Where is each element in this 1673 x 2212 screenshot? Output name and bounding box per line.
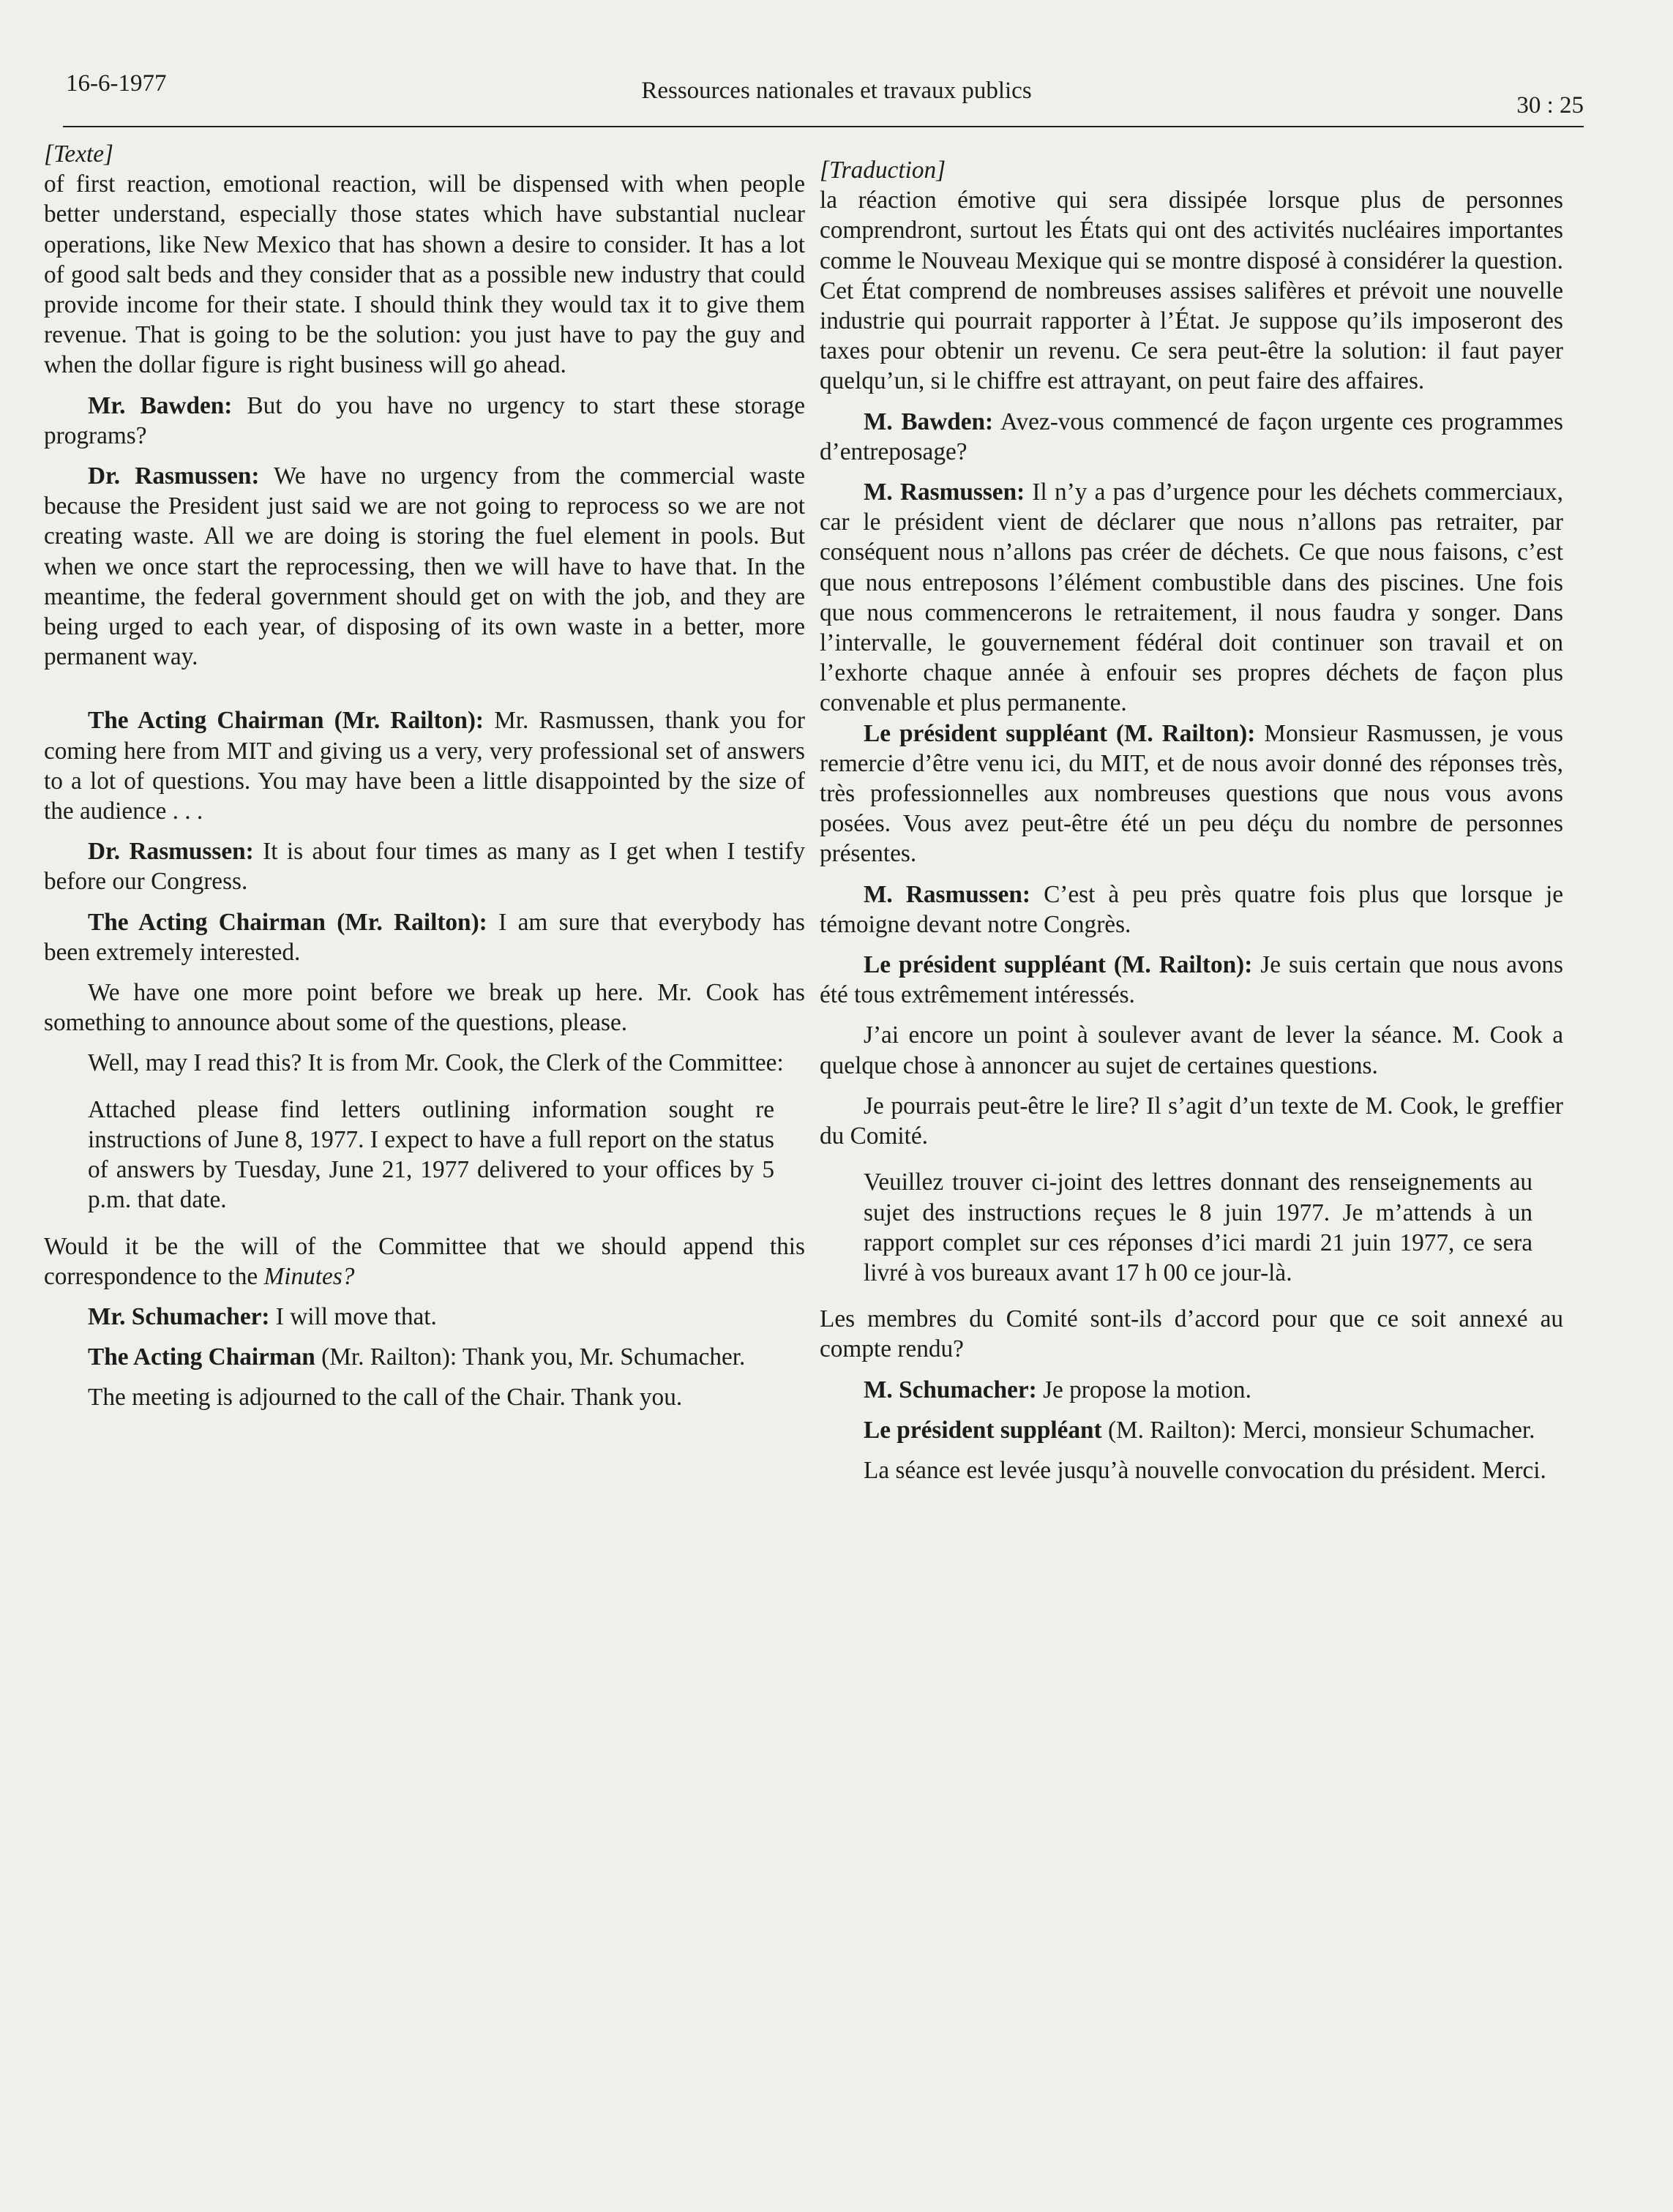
speech: Merci, monsieur Schumacher. bbox=[1236, 1416, 1535, 1444]
paragraph bbox=[44, 907, 805, 967]
paragraph: la réaction émotive qui sera dissipée lorsque plus de personnes comprendront, surtout les États qui ont des activités nucléaires importantes comme le Nouveau Mexique qui se montre disposé à considérer la question. Cet État comprend de nombreuses assises salifères et prévoit une nouvelle industrie qui pourrait rapporter à l’État. Je suppose qu’ils imposeront des taxes pour obtenir un revenu. Ce sera peut-être la solution: il faut payer quelqu’un, si le chiffre est attrayant, on peut faire des affaires. bbox=[820, 187, 1563, 395]
speaker: The Acting Chairman (Mr. Railton): bbox=[88, 707, 484, 735]
paragraph bbox=[820, 950, 1563, 1010]
speaker: Le président suppléant bbox=[864, 1416, 1102, 1444]
paragraph bbox=[820, 407, 1563, 467]
speech: Avez-vous commencé de façon urgente ces programmes d’entreposage? bbox=[820, 408, 1563, 465]
text-tag: [Texte] bbox=[44, 140, 113, 168]
speech: Mr. Rasmussen, thank you for coming here from MIT and giving us a very, very professional set of answers to a lot of questions. You may have been a little disappointed by the size of the audience . . . bbox=[44, 707, 805, 825]
speaker: M. Schumacher: bbox=[864, 1376, 1037, 1403]
paragraph: La séance est levée jusqu’à nouvelle convocation du président. Merci. bbox=[864, 1456, 1546, 1484]
paragraph bbox=[44, 391, 805, 451]
speech: It is about four times as many as I get when I testify before our Congress. bbox=[44, 838, 806, 896]
speech: Je propose la motion. bbox=[1036, 1376, 1251, 1403]
paragraph bbox=[820, 1415, 1563, 1445]
paragraph: Je pourrais peut-être le lire? Il s’agit d’un texte de M. Cook, le greffier du Comité. bbox=[820, 1092, 1563, 1150]
quoted-letter bbox=[44, 1095, 805, 1215]
speech: But do you have no urgency to start these storage programs? bbox=[44, 391, 805, 449]
speech: Il n’y a pas d’urgence pour les déchets commerciaux, car le président vient de déclarer que nous n’allons pas retraiter, par conséquent nous n’allons pas créer de déchets. Ce que nous faisons, c’est que nous entreposons l’élément combustible dans des piscines. Une fois que nous commencerons le retraitement, il nous faudra y songer. Dans l’intervalle, le gouvernement fédéral doit continuer son travail et on l’exhorte chaque année à enfouir ses propres déchets de façon plus convenable et plus permanente. bbox=[820, 479, 1563, 717]
paragraph: The meeting is adjourned to the call of the Chair. Thank you. bbox=[88, 1384, 683, 1411]
speech: Thank you, Mr. Schumacher. bbox=[457, 1343, 746, 1371]
speaker: M. Rasmussen: bbox=[864, 880, 1031, 908]
speaker: M. Rasmussen: bbox=[864, 479, 1025, 506]
speech: We have no urgency from the commercial waste because the President just said we are not going to reprocess so we are not creating waste. All we are doing is storing the fuel element in pools. But when we once start the reprocessing, then we will have to have that. In the meantime, the federal government should get on with the job, and they are being urged to each year, of disposing of its own waste in a better, more permanent way. bbox=[44, 462, 806, 671]
paragraph bbox=[44, 705, 805, 826]
speech: Je suis certain que nous avons été tous extrêmement intéressés. bbox=[820, 951, 1563, 1009]
text-tag-label: Texte bbox=[53, 140, 105, 168]
paragraph bbox=[44, 1231, 805, 1291]
paragraph: Les membres du Comité sont-ils d’accord pour que ce soit annexé au compte rendu? bbox=[820, 1305, 1563, 1363]
speaker: M. Bawden: bbox=[864, 408, 994, 435]
quote-text: Attached please find letters outlining information sought re instructions of June 8, 1977. I expect to have a full report on the status of answers by Tuesday, June 21, 1977 delivered to your offices by 5 p.m. that date. bbox=[88, 1095, 774, 1214]
speaker: The Acting Chairman bbox=[88, 1343, 315, 1371]
header-title: Ressources nationales et travaux publics bbox=[641, 78, 1032, 104]
paragraph: of first reaction, emotional reaction, will be dispensed with when people better understand, especially those states which have substantial nuclear operations, like New Mexico that has shown a desire to consider. It has a lot of good salt beds and they consider that as a possible new industry that could provide income for their state. I should think they would tax it to give them revenue. That is going to be the solution: you just have to pay the guy and when the dollar figure is right business will go ahead. bbox=[44, 170, 805, 379]
speaker: Mr. Schumacher: bbox=[88, 1302, 270, 1330]
paragraph: We have one more point before we break up here. Mr. Cook has something to announce about some of the questions, please. bbox=[44, 979, 805, 1037]
quoted-letter bbox=[820, 1167, 1563, 1288]
paragraph bbox=[44, 1342, 805, 1372]
quote-text: Veuillez trouver ci-joint des lettres donnant des renseignements au sujet des instructions reçues le 8 juin 1977. Je m’attends à un rapport complet sur ces réponses d’ici mardi 21 juin 1977, ce sera livré à vos bureaux avant 17 h 00 ce jour-là. bbox=[864, 1169, 1532, 1286]
paragraph bbox=[820, 477, 1563, 719]
speaker-paren: (Mr. Railton): bbox=[315, 1343, 457, 1371]
speaker: Le président suppléant (M. Railton): bbox=[864, 951, 1253, 979]
speech: C’est à peu près quatre fois plus que lorsque je témoigne devant notre Congrès. bbox=[820, 880, 1563, 938]
paragraph bbox=[44, 1302, 805, 1332]
paragraph: J’ai encore un point à soulever avant de lever la séance. M. Cook a quelque chose à annoncer au sujet de certaines questions. bbox=[820, 1021, 1563, 1079]
paragraph bbox=[820, 719, 1563, 869]
translation-tag: [Traduction] bbox=[820, 157, 946, 184]
paragraph bbox=[44, 461, 805, 672]
page-number: 30 : 25 bbox=[1516, 92, 1584, 119]
speech: Monsieur Rasmussen, je vous remercie d’être venu ici, du MIT, et de nous avoir donné des réponses très, très professionnelles aux nombreuses questions que nous vous avons posées. Vous avez peut-être été un peu déçu du nombre de personnes présentes. bbox=[820, 719, 1563, 868]
speech: I will move that. bbox=[269, 1302, 437, 1330]
paragraph bbox=[820, 1375, 1563, 1405]
speaker: Dr. Rasmussen: bbox=[88, 462, 260, 490]
french-column bbox=[820, 155, 1563, 1485]
speaker-paren: (M. Railton): bbox=[1101, 1416, 1237, 1444]
paragraph: Well, may I read this? It is from Mr. Cook, the Clerk of the Committee: bbox=[88, 1049, 784, 1077]
speech: I am sure that everybody has been extremely interested. bbox=[44, 908, 805, 966]
english-column bbox=[44, 139, 805, 1413]
speech: Would it be the will of the Committee that we should append this correspondence to the bbox=[44, 1232, 805, 1290]
paragraph bbox=[820, 880, 1563, 940]
speaker: The Acting Chairman (Mr. Railton): bbox=[88, 908, 487, 936]
header-rule bbox=[63, 126, 1584, 127]
speaker: Dr. Rasmussen: bbox=[88, 838, 254, 866]
minutes-word: Minutes? bbox=[263, 1262, 355, 1290]
speaker: Mr. Bawden: bbox=[88, 391, 233, 419]
speaker: Le président suppléant (M. Railton): bbox=[864, 719, 1256, 747]
translation-tag-label: Traduction bbox=[828, 157, 937, 184]
header-date: 16-6-1977 bbox=[66, 70, 167, 97]
paragraph bbox=[44, 836, 805, 896]
